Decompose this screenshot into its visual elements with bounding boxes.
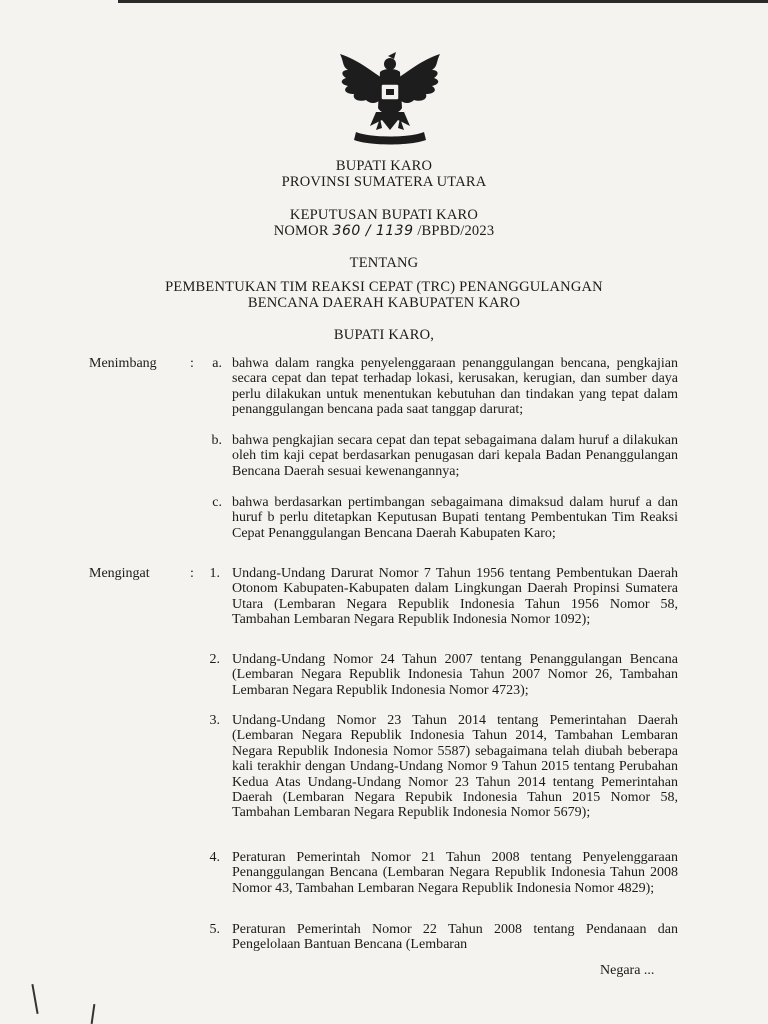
- mengingat-item-3: Undang-Undang Nomor 23 Tahun 2014 tentang Pemerintahan Daerah (Lembaran Negara Republik Indonesia Tahun 2014, Tambahan Lembaran Negara Republik Indonesia Nomor 5587) sebagaimana telah diubah beberapa kali terakhir dengan Undang-Undang Nomor 9 Tahun 2015 tentang Perubahan Kedua Atas Undang-Undang Nomor 23 Tahun 2014 tentang Pemerintahan Daerah (Lembaran Negara Repubik Indonesia Tahun 2015 Nomor 58, Tambahan Lembaran Negara Republik Indonesia Nomor 5679);: [232, 713, 678, 821]
- continuation-catchword: Negara ...: [600, 963, 655, 978]
- decree-number-suffix: /BPBD/2023: [417, 223, 495, 239]
- menimbang-item-c: bahwa berdasarkan pertimbangan sebagaimana dimaksud dalam huruf a dan huruf b perlu ditetapkan Keputusan Bupati tentang Pembentukan Tim Reaksi Cepat Penanggulangan Bencana Daerah Kabupaten Karo;: [232, 495, 678, 541]
- scan-artifact-line: [91, 1004, 96, 1024]
- scan-top-border: [118, 0, 768, 3]
- addressee: BUPATI KARO,: [333, 327, 435, 343]
- mengingat-colon: :: [190, 566, 194, 581]
- decree-title: KEPUTUSAN BUPATI KARO: [289, 207, 479, 223]
- mengingat-marker-1: 1.: [209, 566, 220, 581]
- mengingat-marker-3: 3.: [209, 713, 220, 728]
- garuda-pancasila-emblem-icon: [330, 46, 448, 154]
- decree-number-prefix: NOMOR: [273, 223, 329, 239]
- subject-line-2: BENCANA DAERAH KABUPATEN KARO: [247, 295, 521, 311]
- scan-artifact-line: [31, 984, 38, 1014]
- decree-number: [0, 223, 768, 240]
- mengingat-label: Mengingat: [89, 566, 150, 581]
- menimbang-item-a: bahwa dalam rangka penyelenggaraan penanggulangan bencana, pengkajian secara cepat dan tepat terhadap lokasi, kerusakan, kerugian, dan sumber daya perlu dilakukan untuk menentukan kebutuhan dan tindakan yang tepat dalam penanggulangan bencana pada saat tanggap darurat;: [232, 356, 678, 418]
- mengingat-marker-2: 2.: [209, 652, 220, 667]
- mengingat-item-2: Undang-Undang Nomor 24 Tahun 2007 tentang Penanggulangan Bencana (Lembaran Negara Republik Indonesia Tahun 2007 Nomor 26, Tambahan Lembaran Negara Republik Indonesia Nomor 4723);: [232, 652, 678, 698]
- mengingat-item-4: Peraturan Pemerintah Nomor 21 Tahun 2008 tentang Penyelenggaraan Penanggulangan Bencana (Lembaran Negara Republik Indonesia Tahun 2008 Nomor 43, Tambahan Lembaran Negara Republik Indonesia Nomor 4829);: [232, 850, 678, 896]
- about-heading: TENTANG: [349, 255, 419, 271]
- menimbang-item-b: bahwa pengkajian secara cepat dan tepat sebagaimana dalam huruf a dilakukan oleh tim kaji cepat berdasarkan penugasan dari kepala Badan Penanggulangan Bencana Daerah sesuai kewenangannya;: [232, 433, 678, 479]
- decree-number-handwritten: 360 / 1139: [332, 223, 414, 239]
- menimbang-marker-a: a.: [212, 356, 222, 371]
- mengingat-marker-4: 4.: [209, 850, 220, 865]
- mengingat-item-1: Undang-Undang Darurat Nomor 7 Tahun 1956 tentang Pembentukan Daerah Otonom Kabupaten-Kabupaten dalam Lingkungan Daerah Propinsi Sumatera Utara (Lembaran Negara Republik Indonesia Tahun 1956 Nomor 58, Tambahan Lembaran Negara Republik Indonesia Nomor 1092);: [232, 566, 678, 628]
- menimbang-marker-b: b.: [211, 433, 222, 448]
- subject-line-1: PEMBENTUKAN TIM REAKSI CEPAT (TRC) PENANGGULANGAN: [165, 279, 603, 295]
- issuer-line-2: PROVINSI SUMATERA UTARA: [281, 174, 487, 190]
- menimbang-marker-c: c.: [212, 495, 222, 510]
- mengingat-marker-5: 5.: [209, 922, 220, 937]
- mengingat-item-5: Peraturan Pemerintah Nomor 22 Tahun 2008 tentang Pendanaan dan Pengelolaan Bantuan Bencana (Lembaran: [232, 922, 678, 953]
- issuer-line-1: BUPATI KARO: [335, 158, 433, 174]
- menimbang-label: Menimbang: [89, 356, 157, 371]
- menimbang-colon: :: [190, 356, 194, 371]
